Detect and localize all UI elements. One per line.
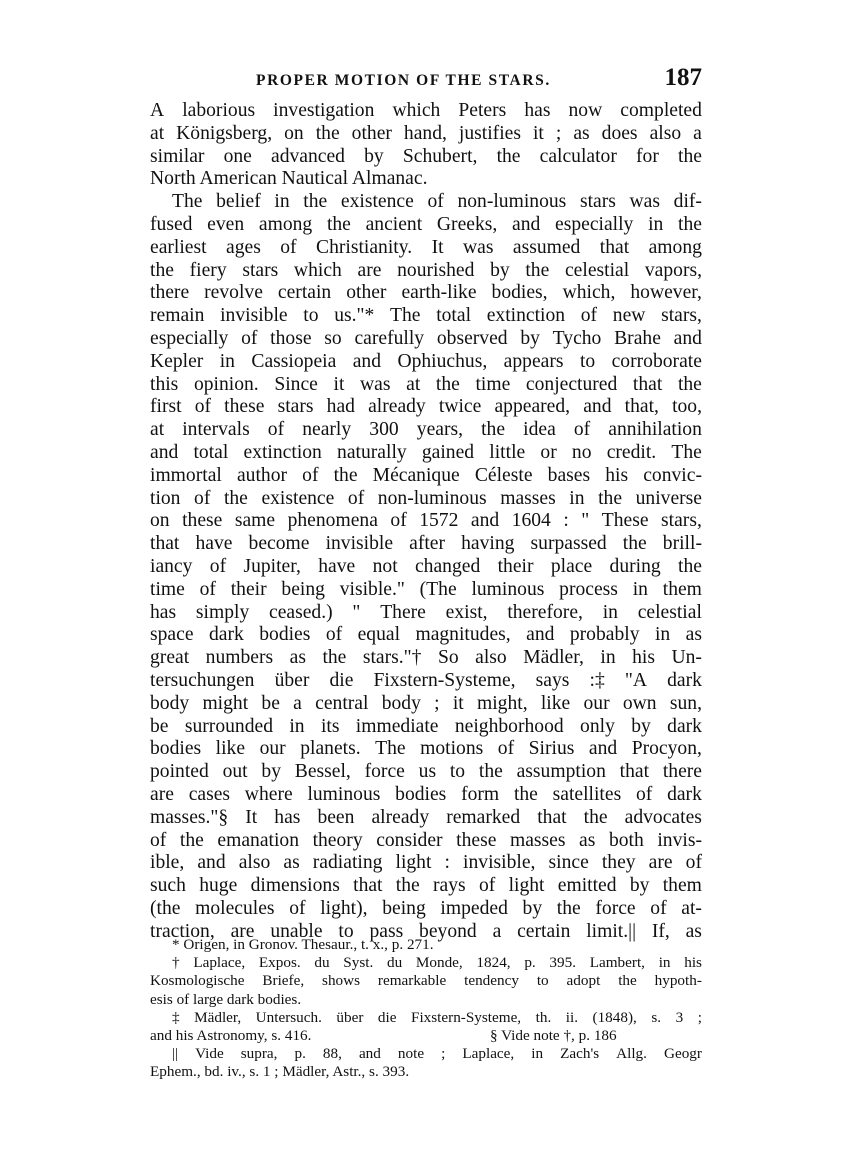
page-number: 187 — [664, 64, 702, 91]
text-line: on these same phenomena of 1572 and 1604 : " These stars, — [150, 510, 702, 532]
text-line: there revolve certain other earth-like bodies, which, however, — [150, 282, 702, 304]
text-line: iancy of Jupiter, have not changed their place during the — [150, 555, 702, 577]
text-line: space dark bodies of equal magnitudes, and probably in as — [150, 624, 702, 646]
text-line: ible, and also as radiating light : invisible, since they are of — [150, 852, 702, 874]
footnote-line: † Laplace, Expos. du Syst. du Monde, 1824, p. 395. Lambert, in his — [172, 954, 702, 972]
text-line: are cases where luminous bodies form the satellites of dark — [150, 783, 702, 805]
text-line: such huge dimensions that the rays of light emitted by them — [150, 875, 702, 897]
text-line: first of these stars had already twice appeared, and that, too, — [150, 396, 702, 418]
text-line: tion of the existence of non-luminous masses in the universe — [150, 487, 702, 509]
footnote-line: esis of large dark bodies. — [150, 990, 302, 1008]
running-title: PROPER MOTION OF THE STARS. — [256, 72, 551, 89]
text-line: A laborious investigation which Peters has now completed — [150, 100, 702, 121]
text-line: tersuchungen über die Fixstern-Systeme, says :‡ "A dark — [150, 669, 702, 691]
text-line: time of their being visible." (The luminous process in them — [150, 578, 702, 600]
text-line: masses."§ It has been already remarked that the advocates — [150, 806, 702, 828]
text-line: body might be a central body ; it might, like our own sun, — [150, 692, 702, 714]
footnote-line: ‡ Mädler, Untersuch. über die Fixstern-Systeme, th. ii. (1848), s. 3 ; — [172, 1008, 702, 1026]
text-line: the fiery stars which are nourished by the celestial vapors, — [150, 259, 702, 281]
footnote-line: § Vide note †, p. 186 — [490, 1027, 617, 1045]
text-line: similar one advanced by Schubert, the calculator for the — [150, 145, 702, 167]
text-line: fused even among the ancient Greeks, and especially in the — [150, 213, 702, 235]
text-line: pointed out by Bessel, force us to the assumption that there — [150, 761, 702, 783]
text-line: especially of those so carefully observed by Tycho Brahe and — [150, 327, 702, 349]
text-line: immortal author of the Mécanique Céleste bases his convic- — [150, 464, 702, 486]
text-line: earliest ages of Christianity. It was assumed that among — [150, 236, 702, 258]
text-line: be surrounded in its immediate neighborhood only by dark — [150, 715, 702, 737]
text-line: at Königsberg, on the other hand, justifies it ; as does also a — [150, 122, 702, 144]
text-line: this opinion. Since it was at the time conjectured that the — [150, 373, 702, 395]
footnote-line: * Origen, in Gronov. Thesaur., t. x., p. 271. — [172, 936, 434, 953]
page-header — [150, 64, 702, 94]
footnote-line: Kosmologische Briefe, shows remarkable tendency to adopt the hypoth- — [150, 972, 702, 990]
text-line: Kepler in Cassiopeia and Ophiuchus, appears to corroborate — [150, 350, 702, 372]
text-line: North American Nautical Almanac. — [150, 168, 428, 190]
text-line: of the emanation theory consider these masses as both invis- — [150, 829, 702, 851]
text-line: and total extinction naturally gained little or no credit. The — [150, 441, 702, 463]
text-line: at intervals of nearly 300 years, the idea of annihilation — [150, 419, 702, 441]
text-line: has simply ceased.) " There exist, therefore, in celestial — [150, 601, 702, 623]
footnotes — [150, 936, 702, 1082]
text-line: (the molecules of light), being impeded by the force of at- — [150, 897, 702, 919]
footnote-line: || Vide supra, p. 88, and note ; Laplace, in Zach's Allg. Geogr — [172, 1045, 702, 1063]
paragraph-start-line: The belief in the existence of non-luminous stars was dif- — [172, 191, 702, 213]
text-line: remain invisible to us."* The total extinction of new stars, — [150, 305, 702, 327]
text-line: great numbers as the stars."† So also Mädler, in his Un- — [150, 647, 702, 669]
text-line: that have become invisible after having surpassed the brill- — [150, 533, 702, 555]
footnote-line: and his Astronomy, s. 416. — [150, 1027, 312, 1045]
body-text — [150, 100, 702, 943]
text-line: traction, are unable to pass beyond a certain limit.|| If, as — [150, 920, 702, 942]
text-line: bodies like our planets. The motions of Sirius and Procyon, — [150, 738, 702, 760]
footnote-line: Ephem., bd. iv., s. 1 ; Mädler, Astr., s. 393. — [150, 1063, 410, 1081]
